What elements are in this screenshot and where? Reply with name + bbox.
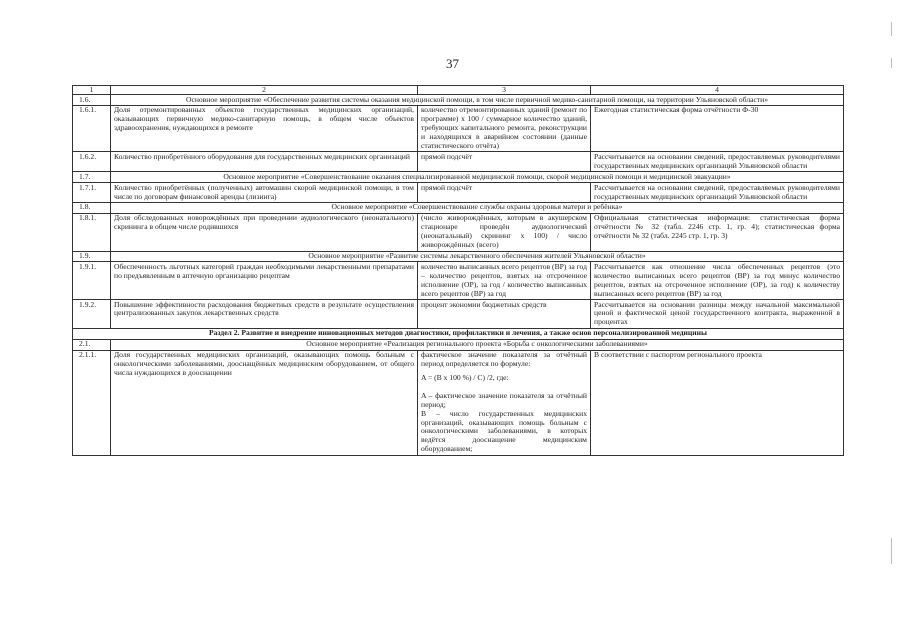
table-row xyxy=(73,300,844,329)
formula-intro: фактическое значение показателя за отчётный период определяется по формуле: xyxy=(421,350,587,368)
data-source: Рассчитывается на основании разницы между начальной максимальной ценой и фактической ценой государственного контракта, выраженной в процентах xyxy=(591,300,844,329)
calculation-method: количество отремонтированных зданий (ремонт по программе) x 100 / суммарное количество зданий, требующих капитального ремонта, реконструкции и находящихся в аварийном состоянии (данные статистического отчёта) xyxy=(418,105,591,152)
calculation-method: прямой подсчёт xyxy=(418,183,591,203)
activity-title: Основное мероприятие «Реализация регионального проекта «Борьба с онкологическими заболеваниями» xyxy=(111,339,844,350)
row-number: 1.8.1. xyxy=(73,213,111,251)
indicator-table xyxy=(72,85,844,456)
calculation-method xyxy=(418,350,591,455)
data-source: Рассчитывается на основании сведений, предоставляемых руководителями государственных медицинских организаций Ульяновской области xyxy=(591,152,844,172)
data-source: Ежегодная статистическая форма отчётности Ф-30 xyxy=(591,105,844,152)
row-number: 1.6.1. xyxy=(73,105,111,152)
activity-row xyxy=(73,95,844,106)
page-number: 37 xyxy=(446,56,459,71)
calculation-method: количество выписанных всего рецептов (ВР) за год – количество рецептов, взятых на отсроченное исполнение (ОР), за год / количество выписанных всего рецептов (ВР) за год xyxy=(418,262,591,300)
column-header: 4 xyxy=(591,86,844,95)
table-row xyxy=(73,105,844,152)
formula: A = (B x 100 %) / C) /2, где: xyxy=(421,372,509,382)
calculation-method: (число живорождённых, которым в акушерском стационаре проведён аудиологический (неонатальный) скрининг x 100) / число живорождённых (всего) xyxy=(418,213,591,251)
indicator-name: Обеспеченность льготных категорий граждан необходимыми лекарственными препаратами по предъявленным в аптечную организацию рецептам xyxy=(111,262,418,300)
row-number: 2.1. xyxy=(73,339,111,350)
indicator-name: Количество приобретённых (полученных) автомашин скорой медицинской помощи, в том числе по договорам финансовой аренды (лизинга) xyxy=(111,183,418,203)
row-number: 1.8. xyxy=(73,202,111,213)
data-source: Рассчитывается на основании сведений, предоставляемых руководителями государственных медицинских организаций Ульяновской области xyxy=(591,183,844,203)
table-row xyxy=(73,262,844,300)
table-row xyxy=(73,183,844,203)
row-number: 1.7. xyxy=(73,172,111,183)
activity-row xyxy=(73,339,844,350)
row-number: 2.1.1. xyxy=(73,350,111,455)
indicator-name: Повышение эффективности расходования бюджетных средств в результате осуществления централизованных закупок лекарственных средств xyxy=(111,300,418,329)
indicator-name: Доля государственных медицинских организаций, оказывающих помощь больным с онкологическими заболеваниями, дооснащённых медицинским оборудованием, от общего числа нуждающихся в дооснащении xyxy=(111,350,418,455)
section-row xyxy=(73,328,844,339)
scan-mark xyxy=(891,22,892,36)
column-header: 3 xyxy=(418,86,591,95)
section-title: Раздел 2. Развитие и внедрение инновационных методов диагностики, профилактики и лечения, а также основ персонализированной медицины xyxy=(73,328,844,339)
activity-row xyxy=(73,251,844,262)
calculation-method: процент экономии бюджетных средств xyxy=(418,300,591,329)
row-number: 1.7.1. xyxy=(73,183,111,203)
row-number: 1.9.2. xyxy=(73,300,111,329)
indicator-name: Количество приобретённого оборудования для государственных медицинских организаций xyxy=(111,152,418,172)
column-number-row xyxy=(73,86,844,95)
column-header: 1 xyxy=(73,86,111,95)
data-source: В соответствии с паспортом регионального проекта xyxy=(591,350,844,455)
row-number: 1.9.1. xyxy=(73,262,111,300)
formula-variable-b: B – число государственных медицинских организаций, оказывающих помощь больным с онкологическими заболеваниями, в которых ведётся дооснащение медицинским оборудованием; xyxy=(421,408,587,454)
data-source: Рассчитывается как отношение числа обеспеченных рецептов (это количество выписанных всего рецептов (ВР) за год минус количество рецептов, взятых на отсроченное исполнение (ОР), за год) к количеству выписанных всего рецептов (ВР) за год xyxy=(591,262,844,300)
table-row xyxy=(73,350,844,455)
formula-variable-a: A – фактическое значение показателя за отчётный период; xyxy=(421,390,587,409)
indicator-name: Доля отремонтированных объектов государственных медицинских организаций, оказывающих первичную медико-санитарную помощь, в общем числе объектов здравоохранения, нуждающихся в ремонте xyxy=(111,105,418,152)
row-number: 1.6.2. xyxy=(73,152,111,172)
activity-title: Основное мероприятие «Развитие системы лекарственного обеспечения жителей Ульяновской области» xyxy=(111,251,844,262)
scan-mark xyxy=(891,538,892,564)
table-row xyxy=(73,152,844,172)
row-number: 1.6. xyxy=(73,95,111,106)
activity-row xyxy=(73,172,844,183)
row-number: 1.9. xyxy=(73,251,111,262)
scan-mark xyxy=(891,58,892,68)
calculation-method: прямой подсчёт xyxy=(418,152,591,172)
activity-title: Основное мероприятие «Совершенствование службы охраны здоровья матери и ребёнка» xyxy=(111,202,844,213)
activity-row xyxy=(73,202,844,213)
table-row xyxy=(73,213,844,251)
indicator-name: Доля обследованных новорождённых при проведении аудиологического (неонатального) скрининга в общем числе родившихся xyxy=(111,213,418,251)
data-source: Официальная статистическая информация: статистическая форма отчётности № 32 (табл. 2246 стр. 1, гр. 4); статистическая форма отчётности № 32 (табл. 2245 стр. 1, гр. 3) xyxy=(591,213,844,251)
activity-title: Основное мероприятие «Совершенствование оказания специализированной медицинской помощи, скорой медицинской помощи и медицинской эвакуации» xyxy=(111,172,844,183)
column-header: 2 xyxy=(111,86,418,95)
activity-title: Основное мероприятие «Обеспечение развития системы оказания медицинской помощи, в том числе первичной медико-санитарной помощи, на территории Ульяновской области» xyxy=(111,95,844,106)
